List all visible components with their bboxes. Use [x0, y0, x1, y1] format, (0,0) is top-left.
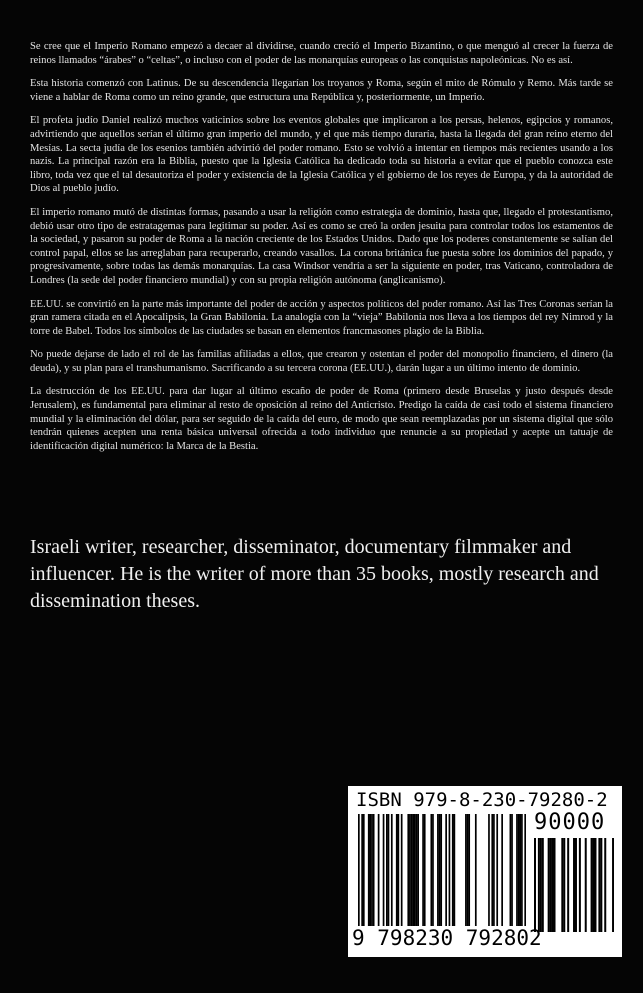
barcode-bar	[416, 814, 418, 926]
barcode-bar	[437, 814, 439, 926]
barcode-bar	[363, 814, 365, 926]
synopsis-paragraph: Esta historia comenzó con Latinus. De su descendencia llegarían los troyanos y Roma, según el mito de Rómulo y Remo. Más tarde se viene a hablar de Roma como un reino grande, que estructura una República y, posteriormente, un Imperio.	[30, 78, 613, 103]
barcode-bar	[407, 814, 409, 926]
barcode-bar	[401, 814, 403, 926]
barcode-bar	[424, 814, 426, 926]
barcode-bar	[501, 814, 503, 926]
barcode-bar	[368, 814, 370, 926]
synopsis-paragraph: Se cree que el Imperio Romano empezó a decaer al dividirse, cuando creció el Imperio Bizantino, o que menguó al crecer la fuerza de reinos llamados “árabes” o “celtas”, o incluso con el poder de las monarquías europeas o las conquistas napoleónicas. No es así.	[30, 41, 613, 66]
back-cover-synopsis	[30, 40, 613, 463]
barcode-bar	[449, 814, 451, 926]
synopsis-paragraph: No puede dejarse de lado el rol de las familias afiliadas a ellos, que crearon y ostentan el poder del monopolio financiero, el dinero (la deuda), y su plan para el transhumanismo. Sacrificando a su tercera corona (EE.UU.), darán lugar a un último intento de dominio.	[30, 349, 613, 374]
barcode-bar	[432, 814, 434, 926]
barcode-bar	[430, 814, 432, 926]
barcode-bar	[511, 814, 513, 926]
barcode-ean-digits: 9 798230 792802	[352, 926, 542, 950]
barcode-bar	[467, 814, 469, 926]
barcode-bar	[383, 814, 385, 926]
barcode-bar	[604, 838, 606, 932]
barcode-bar	[488, 814, 490, 926]
barcode-bar	[468, 814, 470, 926]
barcode-bar	[465, 814, 467, 926]
barcode-bar	[594, 838, 596, 932]
synopsis-paragraph: La destrucción de los EE.UU. para dar lugar al último escaño de poder de Roma (primero desde Bruselas y justo después desde Jerusalem), es fundamental para eliminar al resto de oposición al reino del Anticristo. Predigo la caída de casi todo el sistema financiero mundial y la eliminación del dólar, para ser seguido de la caída del euro, de modo que sean reemplazadas por un sistema digital que sólo tendrán quienes acepten una renta básica universal ofrecida a todo individuo que renuncie a su propiedad y acepte un tatuaje de identificación digital numérico: la Marca de la Bestia.	[30, 386, 613, 452]
barcode-bar	[398, 814, 400, 926]
barcode-bar	[370, 814, 372, 926]
barcode-addon-digits: 90000	[534, 810, 606, 835]
barcode-bar	[491, 814, 493, 926]
barcode-bar	[496, 814, 498, 926]
barcode-bar	[548, 838, 550, 932]
barcode-main-bars	[358, 814, 526, 926]
barcode-bar	[396, 814, 398, 926]
barcode-bar	[411, 814, 413, 926]
barcode-bar	[361, 814, 363, 926]
barcode-bar	[373, 814, 375, 926]
barcode-bar	[371, 814, 373, 926]
barcode-bar	[598, 838, 600, 932]
barcode-bar	[452, 814, 454, 926]
barcode-bar	[579, 838, 581, 932]
barcode-bar	[591, 838, 593, 932]
barcode-bar	[534, 838, 536, 932]
barcode-bar	[422, 814, 424, 926]
barcode-bar	[518, 814, 520, 926]
barcode-bar	[391, 814, 393, 926]
barcode-bar	[409, 814, 411, 926]
barcode-bar	[540, 838, 542, 932]
barcode-bar	[516, 814, 518, 926]
author-bio	[30, 534, 620, 615]
barcode-bar	[585, 838, 587, 932]
barcode-bar	[493, 814, 495, 926]
barcode-bar	[567, 838, 569, 932]
barcode-bar	[600, 838, 602, 932]
barcode-bar	[612, 838, 614, 932]
barcode-bar	[414, 814, 416, 926]
barcode-bar	[386, 814, 388, 926]
barcode-bar	[524, 814, 526, 926]
barcode-bar	[593, 838, 595, 932]
barcode-bar	[554, 838, 556, 932]
barcode-bar	[510, 814, 512, 926]
barcode-bar	[550, 838, 552, 932]
isbn-barcode	[348, 786, 622, 957]
barcode-bar	[575, 838, 577, 932]
barcode-bar	[519, 814, 521, 926]
barcode-bar	[573, 838, 575, 932]
barcode-bar	[439, 814, 441, 926]
barcode-bar	[563, 838, 565, 932]
synopsis-paragraph: EE.UU. se convirtió en la parte más importante del poder de acción y aspectos políticos del poder romano. Así las Tres Coronas serían la gran ramera citada en el Apocalipsis, la Gran Babilonia. La analogía con la “vieja” Babilonia nos lleva a los tiempos del rey Nimrod y la torre de Babel. Todos los símbolos de las ciudades se basan en elementos francmasones plagio de la Biblia.	[30, 298, 613, 337]
author-bio-text: Israeli writer, researcher, disseminator, documentary filmmaker and influencer. He is the writer of more than 35 books, mostly research and dissemination theses.	[30, 536, 599, 612]
barcode-bar	[561, 838, 563, 932]
barcode-bar	[412, 814, 414, 926]
barcode-bar	[440, 814, 442, 926]
barcode-bar	[538, 838, 540, 932]
barcode-bar	[388, 814, 390, 926]
barcode-bar	[542, 838, 544, 932]
barcode-bar	[521, 814, 523, 926]
synopsis-paragraph: El profeta judío Daniel realizó muchos vaticinios sobre los eventos globales que implicaron a los persas, helenos, egipcios y romanos, advirtiendo que aquellos serían el último gran imperio del mundo, y el que más tiempo duraría, hasta la llegada del gran reino eterno del Mesías. La secta judía de los esenios también advirtió del poder romano. Esto se volvió a intentar en tiempos más recientes usando a los nazis. La principal razón era la Biblia, puesto que la Iglesia Católica ha dedicado toda su historia a evitar que el pueblo conozca este libro, toda vez que el tal desautoriza el poder y existencia de la Iglesia Católica y el gobierno de los reyes de Europa, y da la autoridad de Dios al pueblo judío.	[30, 115, 613, 195]
barcode-bar	[378, 814, 380, 926]
barcode-bar	[552, 838, 554, 932]
barcode-addon-bars	[534, 838, 614, 932]
barcode-bar	[445, 814, 447, 926]
barcode-bar	[475, 814, 477, 926]
synopsis-paragraph: El imperio romano mutó de distintas formas, pasando a usar la religión como estrategia de dominio, hasta que, llegado el protestantismo, debió usar otro tipo de estratagemas para legitimar su poder. Así es como se creó la orden jesuita para controlar todos los estamentos de la sociedad, y pasaron su poder de Roma a la nación creciente de los Estados Unidos. Dado que los poderes constantemente se salían del control papal, ellos se las arreglaban para recuperarlo, creando vasallos. La corona británica fue puesta sobre los dominios del papado, y progresivamente, sobre todas las demás monarquías. La casa Windsor vendría a ser la siguiente en poder, tras Vaticano, controladora de Londres (la sede del poder financiero mundial) y con su propia religión autónoma (anglicanismo).	[30, 206, 613, 286]
isbn-label: ISBN 979-8-230-79280-2	[356, 789, 608, 811]
barcode-bar	[358, 814, 360, 926]
barcode-bar	[454, 814, 456, 926]
barcode-bar	[417, 814, 419, 926]
